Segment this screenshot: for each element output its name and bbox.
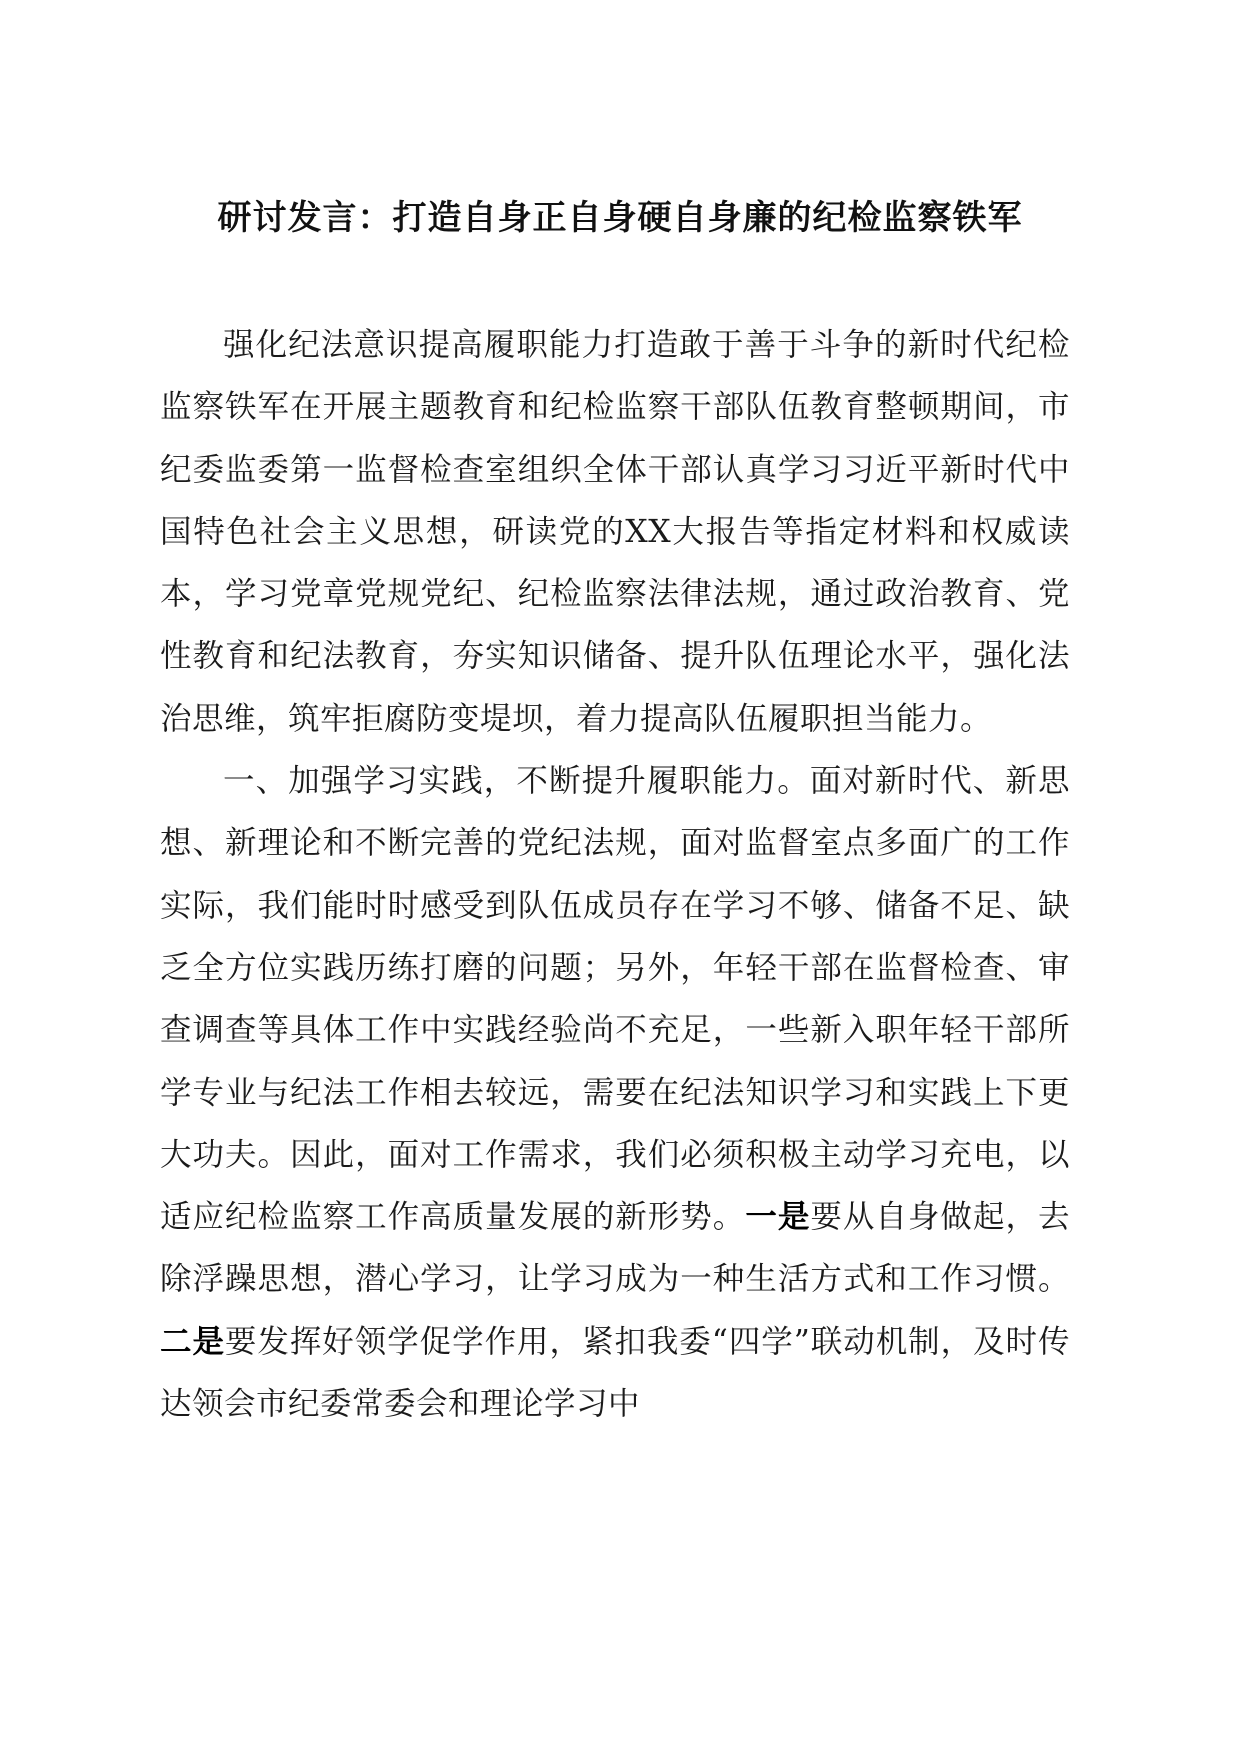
point-one-text: 要从自身做起，去除浮躁思想，潜心学习，让学习成为一种生活方式和工作习惯。 (160, 1199, 1070, 1298)
section-one-intro: 一、加强学习实践，不断提升履职能力。面对新时代、新思想、新理论和不断完善的党纪法规，面对监督室点多面广的工作实际，我们能时时感受到队伍成员存在学习不够、储备不足、缺乏全方位实践历练打磨的问题；另外，年轻干部在监督检查、审查调查等具体工作中实践经验尚不充足，一些新入职年轻干部所学专业与纪法工作相去较远，需要在纪法知识学习和实践上下更大功夫。因此，面对工作需求，我们必须积极主动学习充电，以适应纪检监察工作高质量发展的新形势。 (160, 763, 1070, 1236)
document-title: 研讨发言：打造自身正自身硬自身廉的纪检监察铁军 (217, 198, 1023, 238)
paragraph-section-one (160, 750, 1070, 1435)
paragraph-intro: 强化纪法意识提高履职能力打造敢于善于斗争的新时代纪检监察铁军在开展主题教育和纪检监察干部队伍教育整顿期间，市纪委监委第一监督检查室组织全体干部认真学习习近平新时代中国特色社会主义思想，研读党的XX大报告等指定材料和权威读本，学习党章党规党纪、纪检监察法律法规，通过政治教育、党性教育和纪法教育，夯实知识储备、提升队伍理论水平，强化法治思维，筑牢拒腐防变堤坝，着力提高队伍履职担当能力。 (160, 327, 1070, 737)
point-one-label: 一是 (745, 1198, 811, 1236)
point-two-label: 二是 (160, 1322, 225, 1360)
document-body (160, 314, 1070, 1435)
point-two-text: 要发挥好领学促学作用，紧扣我委“四学”联动机制，及时传达领会市纪委常委会和理论学习中 (160, 1323, 1070, 1423)
